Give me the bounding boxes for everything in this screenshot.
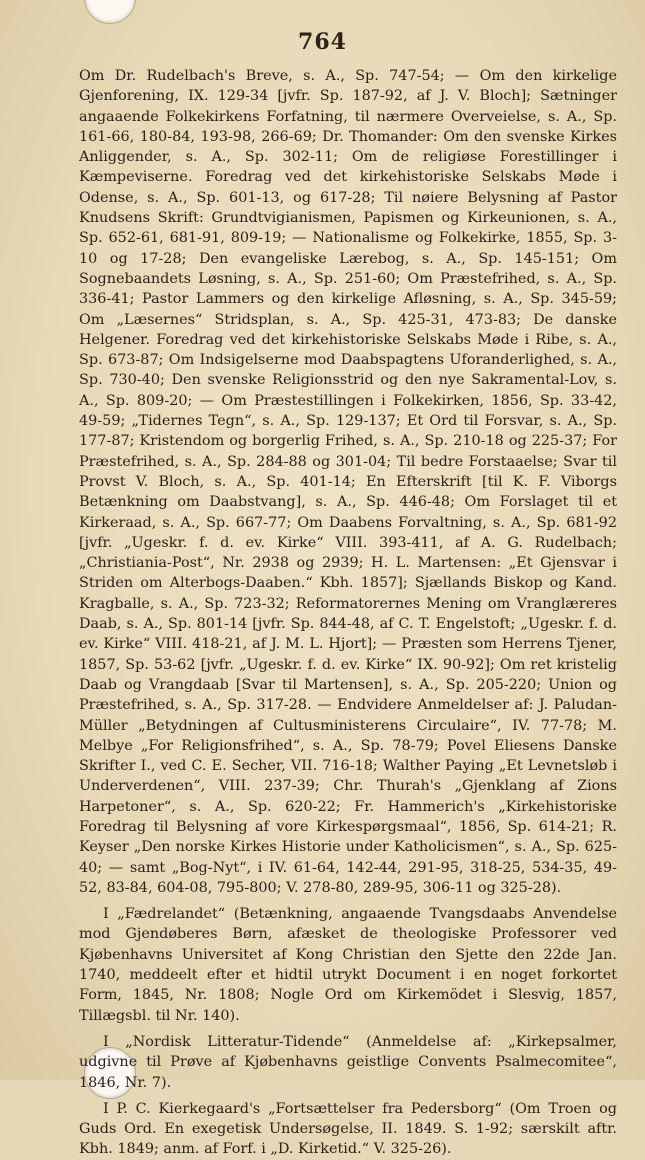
paragraph-nordisk-litteratur: I „Nordisk Litteratur-Tidende“ (Anmeldelse af: „Kirkepsalmer, udgivne til Prøve af Kjøbenhavns geistlige Convents Psalmecomitee“, 1846, Nr. 7).	[79, 1033, 617, 1091]
paragraph-bibliography: Om Dr. Rudelbach's Breve, s. A., Sp. 747-54; — Om den kirkelige Gjenforening, IX. 129-34 [jvfr. Sp. 187-92, af J. V. Bloch]; Sætninger angaaende Folkekirkens Forfatning, til nærmere Overveielse, s. A., Sp. 161-66, 180-84, 193-98, 266-69; Dr. Thomander: Om den svenske Kirkes Anliggender, s. A., Sp. 302-11; Om de religiøse Forestillinger i Kæmpeviserne. Foredrag ved det kirkehistoriske Selskabs Møde i Odense, s. A., Sp. 601-13, og 617-28; Til nøiere Belysning af Pastor Knudsens Skrift: Grundtvigianismen, Papismen og Kirkeunionen, s. A., Sp. 652-61, 681-91, 809-19; — Nationalisme og Folkekirke, 1855, Sp. 3-10 og 17-28; Den evangeliske Lærebog, s. A., Sp. 145-151; Om Sognebaandets Løsning, s. A., Sp. 251-60; Om Præstefrihed, s. A., Sp. 336-41; Pastor Lammers og den kirkelige Afløsning, s. A., Sp. 345-59; Om „Læsernes“ Stridsplan, s. A., Sp. 425-31, 473-83; De danske Helgener. Foredrag ved det kirkehistoriske Selskabs Møde i Ribe, s. A., Sp. 673-87; Om Indsigelserne mod Daabspagtens Uforanderlighed, s. A., Sp. 730-40; Den svenske Religionsstrid og den nye Sakramental-Lov, s. A., Sp. 809-20; — Om Præstestillingen i Folkekirken, 1856, Sp. 33-42, 49-59; „Tidernes Tegn“, s. A., Sp. 129-137; Et Ord til Forsvar, s. A., Sp. 177-87; Kristendom og borgerlig Frihed, s. A., Sp. 210-18 og 225-37; For Præstefrihed, s. A., Sp. 284-88 og 301-04; Til bedre Forstaaelse; Svar til Provst V. Bloch, s. A., Sp. 401-14; En Efterskrift [til K. F. Viborgs Betænkning om Daabstvang], s. A., Sp. 446-48; Om Forslaget til et Kirkeraad, s. A., Sp. 667-77; Om Daabens Forvaltning, s. A., Sp. 681-92 [jvfr. „Ugeskr. f. d. ev. Kirke“ VIII. 393-411, af A. G. Rudelbach; „Christiania-Post“, Nr. 2938 og 2939; H. L. Martensen: „Et Gjensvar i Striden om Alterbogs-Daaben.“ Kbh. 1857]; Sjællands Biskop og Kand. Kragballe, s. A., Sp. 723-32; Reformatorernes Mening om Vranglæreres Daab, s. A., Sp. 801-14 [jvfr. Sp. 844-48, af C. T. Engelstoft; „Ugeskr. f. d. ev. Kirke“ VIII. 418-21, af J. M. L. Hjort]; — Præsten som Herrens Tjener, 1857, Sp. 53-62 [jvfr. „Ugeskr. f. d. ev. Kirke“ IX. 90-92]; Om ret kristelig Daab og Vrangdaab [Svar til Martensen], s. A., Sp. 205-220; Union og Præstefrihed, s. A., Sp. 317-28. — Endvidere Anmeldelser af: J. Paludan-Müller „Betydningen af Cultusministerens Circulaire“, IV. 77-78; M. Melbye „For Religionsfrihed“, s. A., Sp. 78-79; Povel Eliesens Danske Skrifter I., ved C. E. Secher, VII. 716-18; Walther Paying „Et Levnetsløb i Underverdenen“, VIII. 237-39; Chr. Thurah's „Gjenklang af Zions Harpetoner“, s. A., Sp. 620-22; Fr. Hammerich's „Kirkehistoriske Foredrag til Belysning af vore Kirkespørgsmaal“, 1856, Sp. 614-21; R. Keyser „Den norske Kirkes Historie under Katholicismen“, s. A., Sp. 625-40; — samt „Bog-Nyt“, i IV. 61-64, 142-44, 291-95, 318-25, 534-35, 49-52, 83-84, 604-08, 795-800; V. 278-80, 289-95, 306-11 og 325-28).	[79, 68, 617, 896]
paragraph-pedersborg: I P. C. Kierkegaard's „Fortsættelser fra Pedersborg“ (Om Troen og Guds Ord. En exegetisk Undersøgelse, II. 1849. S. 1-92; særskilt aftr. Kbh. 1849; anm. af Forf. i „D. Kirketid.“ V. 325-26).	[79, 1100, 617, 1158]
body-text	[79, 66, 617, 1160]
page-number: 764	[298, 29, 347, 55]
binding-hole-top	[84, 0, 136, 24]
paragraph-faedrelandet: I „Fædrelandet“ (Betænkning, angaaende Tvangsdaabs Anvendelse mod Gjendøberes Børn, afæsket de theologiske Professorer ved Kjøbenhavns Universitet af Kong Christian den Sjette den 22de Jan. 1740, meddeelt efter et hidtil utrykt Document i en noget forkortet Form, 1845, Nr. 1808; Nogle Ord om Kirkemödet i Slesvig, 1857, Tillægsbl. til Nr. 140).	[79, 906, 617, 1024]
